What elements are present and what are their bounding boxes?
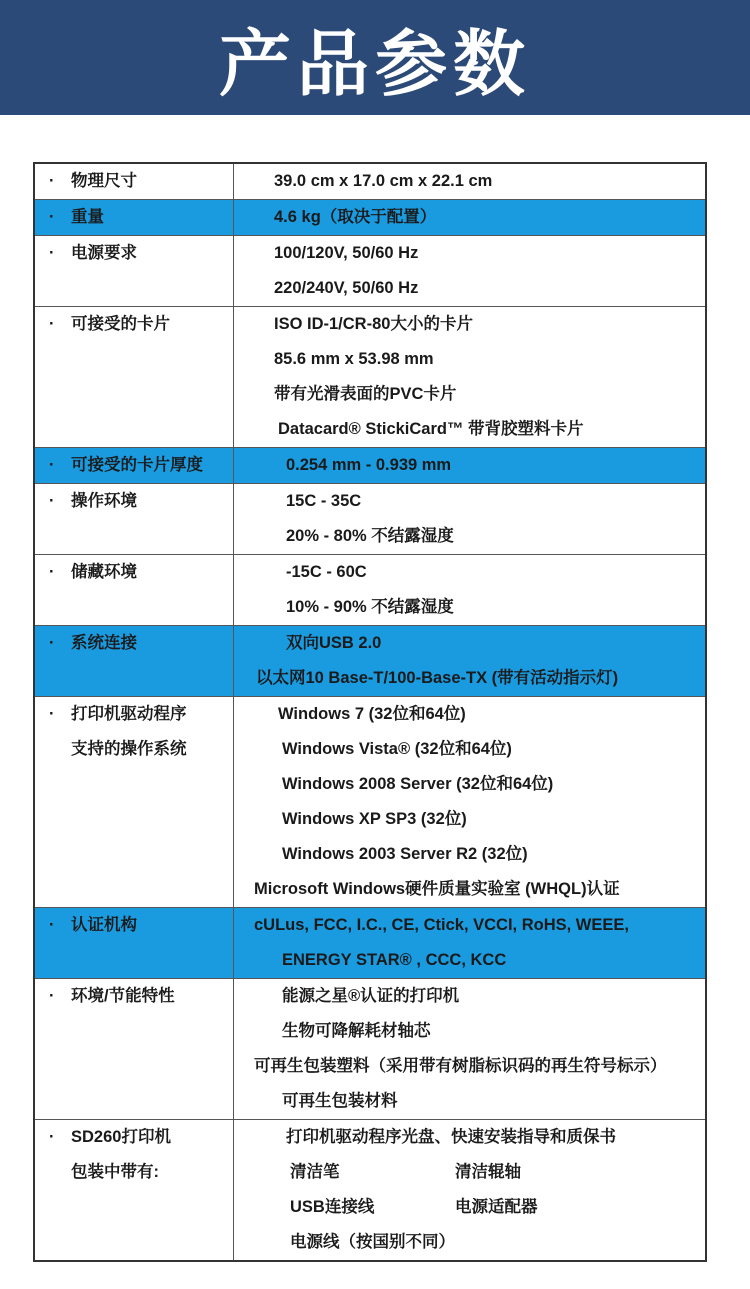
spec-row bbox=[35, 164, 705, 200]
spec-value: Datacard® StickiCard™ 带背胶塑料卡片 bbox=[278, 420, 584, 438]
spec-value: 10% - 90% 不结露湿度 bbox=[286, 598, 454, 616]
spec-row bbox=[35, 236, 705, 307]
spec-value: 4.6 kg（取决于配置） bbox=[274, 208, 437, 226]
spec-value: 15C - 35C bbox=[286, 492, 362, 510]
spec-label: · 储藏环境 bbox=[49, 555, 233, 590]
bullet-icon: · bbox=[49, 492, 55, 510]
spec-label-cell bbox=[35, 697, 234, 907]
bullet-icon: · bbox=[49, 315, 55, 333]
bullet-icon: · bbox=[49, 456, 55, 474]
spec-row bbox=[35, 626, 705, 697]
spec-label-cell bbox=[35, 979, 234, 1119]
spec-label-cell bbox=[35, 307, 234, 447]
spec-value-cell bbox=[234, 164, 705, 199]
spec-value: 带有光滑表面的PVC卡片 bbox=[274, 385, 457, 403]
page-title: 产品参数 bbox=[218, 21, 531, 106]
spec-value-cell bbox=[234, 979, 705, 1119]
spec-value: 可再生包装塑料（采用带有树脂标识码的再生符号标示） bbox=[254, 1057, 667, 1075]
spec-row bbox=[35, 979, 705, 1120]
spec-label-cell bbox=[35, 908, 234, 978]
spec-value: Microsoft Windows硬件质量实验室 (WHQL)认证 bbox=[254, 880, 620, 898]
bullet-icon: · bbox=[49, 1128, 55, 1146]
spec-value-pair bbox=[234, 1155, 705, 1190]
spec-value: 0.254 mm - 0.939 mm bbox=[286, 456, 452, 474]
spec-value: Windows Vista® (32位和64位) bbox=[282, 740, 512, 758]
spec-value-cell bbox=[234, 1120, 705, 1260]
spec-label-cell bbox=[35, 626, 234, 696]
spec-row bbox=[35, 307, 705, 448]
spec-value: Windows 2003 Server R2 (32位) bbox=[282, 845, 528, 863]
spec-label-cell bbox=[35, 484, 234, 554]
spec-row bbox=[35, 448, 705, 484]
spec-label-cell bbox=[35, 555, 234, 625]
spec-value: cULus, FCC, I.C., CE, Ctick, VCCI, RoHS, WEEE, bbox=[254, 916, 629, 934]
spec-table bbox=[33, 162, 707, 1262]
spec-value-cell bbox=[234, 555, 705, 625]
spec-value: 85.6 mm x 53.98 mm bbox=[274, 350, 434, 368]
spec-label: · SD260打印机 bbox=[49, 1120, 233, 1155]
bullet-icon: · bbox=[49, 916, 55, 934]
spec-value-cell bbox=[234, 307, 705, 447]
spec-value: 能源之星®认证的打印机 bbox=[282, 987, 460, 1005]
bullet-icon: · bbox=[49, 172, 55, 190]
spec-label: · 环境/节能特性 bbox=[49, 979, 233, 1014]
spec-row bbox=[35, 1120, 705, 1260]
spec-value: 电源线（按国别不同） bbox=[290, 1233, 455, 1251]
spec-value: Windows 2008 Server (32位和64位) bbox=[282, 775, 554, 793]
spec-value-cell bbox=[234, 697, 705, 907]
spec-value: 电源适配器 bbox=[455, 1198, 538, 1216]
spec-value-cell bbox=[234, 626, 705, 696]
spec-value-cell bbox=[234, 448, 705, 483]
spec-value: ENERGY STAR® , CCC, KCC bbox=[282, 951, 507, 969]
spec-value-cell bbox=[234, 908, 705, 978]
spec-value: 20% - 80% 不结露湿度 bbox=[286, 527, 454, 545]
spec-value: 清洁辊轴 bbox=[455, 1163, 521, 1181]
spec-value: 以太网10 Base-T/100-Base-TX (带有活动指示灯) bbox=[256, 669, 619, 687]
bullet-icon: · bbox=[49, 208, 55, 226]
spec-value: Windows 7 (32位和64位) bbox=[278, 705, 466, 723]
spec-label: · 物理尺寸 bbox=[49, 164, 233, 199]
spec-value: 打印机驱动程序光盘、快速安装指导和质保书 bbox=[286, 1128, 616, 1146]
spec-value-cell bbox=[234, 236, 705, 306]
spec-label: · 系统连接 bbox=[49, 626, 233, 661]
spec-label: · 可接受的卡片厚度 bbox=[49, 448, 233, 483]
page-header bbox=[0, 0, 750, 115]
spec-row bbox=[35, 484, 705, 555]
spec-value: 可再生包装材料 bbox=[282, 1092, 398, 1110]
spec-value: -15C - 60C bbox=[286, 563, 367, 581]
spec-value: 清洁笔 bbox=[290, 1163, 340, 1181]
spec-label: · 重量 bbox=[49, 200, 233, 235]
spec-label-cell bbox=[35, 164, 234, 199]
spec-value: 双向USB 2.0 bbox=[286, 634, 382, 652]
spec-label: · 打印机驱动程序 bbox=[49, 697, 233, 732]
spec-label-cell bbox=[35, 200, 234, 235]
spec-row bbox=[35, 555, 705, 626]
bullet-icon: · bbox=[49, 705, 55, 723]
spec-label: · 认证机构 bbox=[49, 908, 233, 943]
bullet-icon: · bbox=[49, 987, 55, 1005]
spec-value-cell bbox=[234, 484, 705, 554]
spec-label: 包装中带有: bbox=[71, 1163, 159, 1181]
spec-label-cell bbox=[35, 1120, 234, 1260]
spec-label-cell bbox=[35, 448, 234, 483]
spec-label: · 操作环境 bbox=[49, 484, 233, 519]
spec-row bbox=[35, 200, 705, 236]
bullet-icon: · bbox=[49, 244, 55, 262]
spec-row bbox=[35, 697, 705, 908]
spec-label: 支持的操作系统 bbox=[71, 740, 187, 758]
spec-label-cell bbox=[35, 236, 234, 306]
spec-value: ISO ID-1/CR-80大小的卡片 bbox=[274, 315, 473, 333]
spec-value: USB连接线 bbox=[290, 1198, 375, 1216]
spec-label: · 电源要求 bbox=[49, 236, 233, 271]
spec-value: 100/120V, 50/60 Hz bbox=[274, 244, 419, 262]
spec-value: 生物可降解耗材轴芯 bbox=[282, 1022, 431, 1040]
bullet-icon: · bbox=[49, 634, 55, 652]
spec-value: 39.0 cm x 17.0 cm x 22.1 cm bbox=[274, 172, 493, 190]
bullet-icon: · bbox=[49, 563, 55, 581]
spec-value: 220/240V, 50/60 Hz bbox=[274, 279, 419, 297]
spec-row bbox=[35, 908, 705, 979]
spec-value: Windows XP SP3 (32位) bbox=[282, 810, 467, 828]
spec-label: · 可接受的卡片 bbox=[49, 307, 233, 342]
spec-value-pair bbox=[234, 1190, 705, 1225]
spec-value-cell bbox=[234, 200, 705, 235]
